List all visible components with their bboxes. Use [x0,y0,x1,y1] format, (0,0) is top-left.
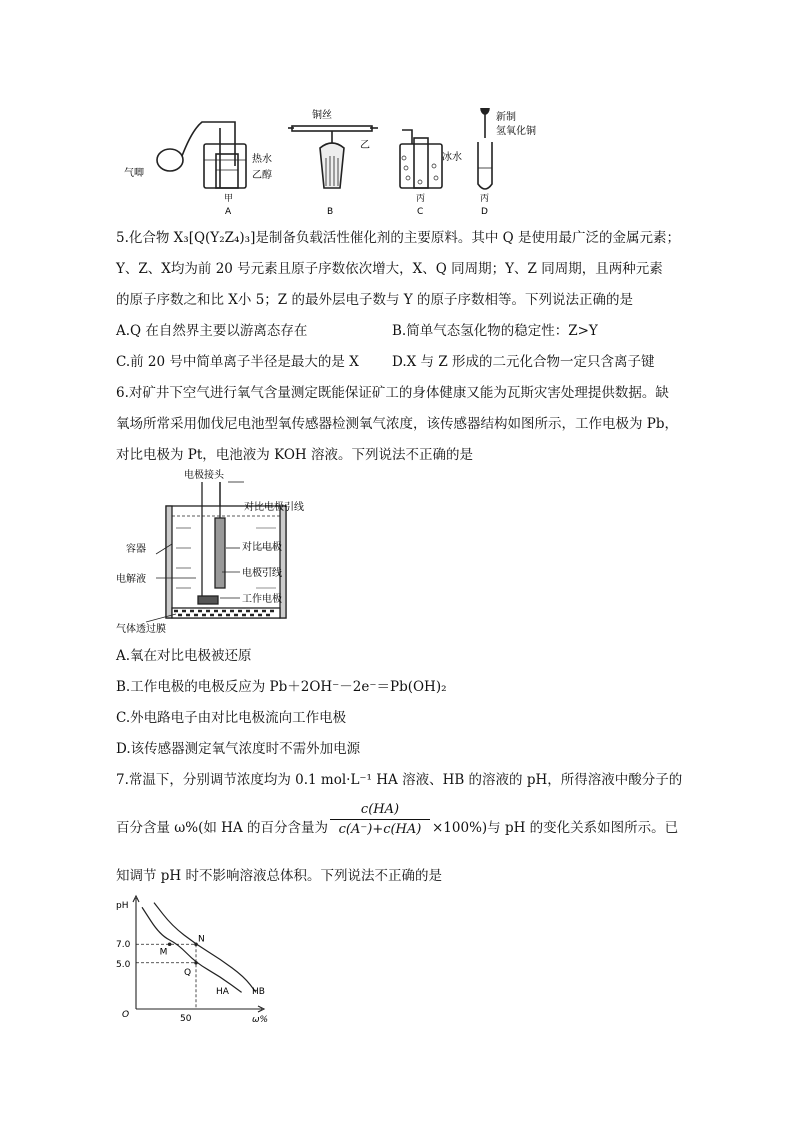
q5-option-c: C.前 20 号中简单离子半径是最大的是 X [116,354,359,370]
y-tick-7: 7.0 [116,940,131,950]
q5-stem-line1: 5.化合物 X₃[Q(Y₂Z₄)₃]是制备负载活性催化剂的主要原料。其中 Q 是使用最广泛的金属元素； [116,230,681,246]
apparatus-a [157,122,246,188]
caption-d: D [481,207,488,217]
label-ref-electrode: 对比电极 [242,542,282,553]
q6-option-a: A.氧在对比电极被还原 [116,648,252,664]
fraction-numerator: c(HA) [330,802,430,820]
label-bing-c: 丙 [416,194,426,204]
label-qingyanghuatong: 氢氧化铜 [496,126,536,137]
point-label-q: Q [184,967,192,978]
caption-c: C [417,207,424,217]
q7-stem-line1: 7.常温下，分别调节浓度均为 0.1 mol·L⁻¹ HA 溶液、HB 的溶液的 pH，所得溶液中酸分子的 [116,772,683,788]
q7-fraction [330,802,430,837]
label-electrolyte: 电解液 [116,574,146,585]
caption-b: B [327,207,334,217]
q5-stem-line2: Y、Z、X均为前 20 号元素且原子序数依次增大，X、Q 同周期；Y、Z 同周期，且两种元素 [116,261,663,277]
apparatus-d [478,108,492,189]
q5-option-a: A.Q 在自然界主要以游离态存在 [116,323,308,339]
q6-option-d: D.该传感器测定氧气浓度时不需外加电源 [116,741,361,757]
apparatus-c [400,130,442,188]
q6-option-c: C.外电路电子由对比电极流向工作电极 [116,710,347,726]
label-bing-d: 丙 [480,194,490,204]
series-label-ha: HA [216,987,229,997]
label-electrode-connector: 电极接头 [184,470,224,481]
label-tongsi: 铜丝 [312,110,332,121]
q6-stem-line3: 对比电极为 Pt，电池液为 KOH 溶液。下列说法不正确的是 [116,447,473,463]
label-qinang: 气唧 [124,168,144,179]
ph-chart [112,892,282,1027]
q5-option-d: D.X 与 Z 形成的二元化合物一定只含离子键 [392,354,655,370]
label-ref-lead: 对比电极引线 [244,502,304,513]
label-work-electrode: 工作电极 [242,594,282,605]
y-tick-5: 5.0 [116,960,131,970]
series-line-hb [154,903,256,993]
label-jia: 甲 [224,194,234,204]
q7-stem-line2a: 百分含量 ω%(如 HA 的百分含量为 [116,820,328,836]
label-yi: 乙 [360,140,370,151]
apparatus-figure [120,108,600,220]
x-tick-50: 50 [180,1014,192,1024]
series-line-ha [142,907,242,992]
q6-option-b: B.工作电极的电极反应为 Pb＋2OH⁻－2e⁻＝Pb(OH)₂ [116,679,447,695]
label-reshui: 热水 [252,154,272,165]
fraction-denominator: c(A⁻)+c(HA) [338,822,422,837]
label-container: 容器 [126,544,146,555]
q6-stem-line2: 氧场所常采用伽伐尼电池型氧传感器检测氧气浓度，该传感器结构如图所示，工作电极为 Pb， [116,416,679,432]
label-electrode-lead: 电极引线 [242,568,282,579]
origin-label: O [122,1010,130,1020]
point-m [168,942,172,946]
sensor-diagram [116,468,336,638]
label-bingshui: 冰水 [442,152,462,163]
label-xinzhi: 新制 [496,112,516,123]
q5-option-b: B.简单气态氢化物的稳定性：Z>Y [392,323,598,339]
q5-stem-line3: 的原子序数之和比 X小 5；Z 的最外层电子数与 Y 的原子序数相等。下列说法正确的是 [116,292,633,308]
q7-stem-line3: 知调节 pH 时不影响溶液总体积。下列说法不正确的是 [116,868,442,884]
point-label-m: M [159,947,168,958]
y-axis-label: pH [116,901,129,911]
point-label-n: N [198,934,205,945]
label-yichun: 乙醇 [252,170,272,181]
series-label-hb: HB [252,987,265,997]
point-q [194,961,198,965]
label-membrane: 气体透过膜 [116,624,166,635]
q6-stem-line1: 6.对矿井下空气进行氧气含量测定既能保证矿工的身体健康又能为瓦斯灾害处理提供数据。缺 [116,385,669,401]
caption-a: A [225,207,232,217]
x-axis-label: ω% [252,1015,269,1025]
apparatus-b [288,126,378,188]
q7-stem-line2b: ×100%)与 pH 的变化关系如图所示。已 [432,820,679,836]
